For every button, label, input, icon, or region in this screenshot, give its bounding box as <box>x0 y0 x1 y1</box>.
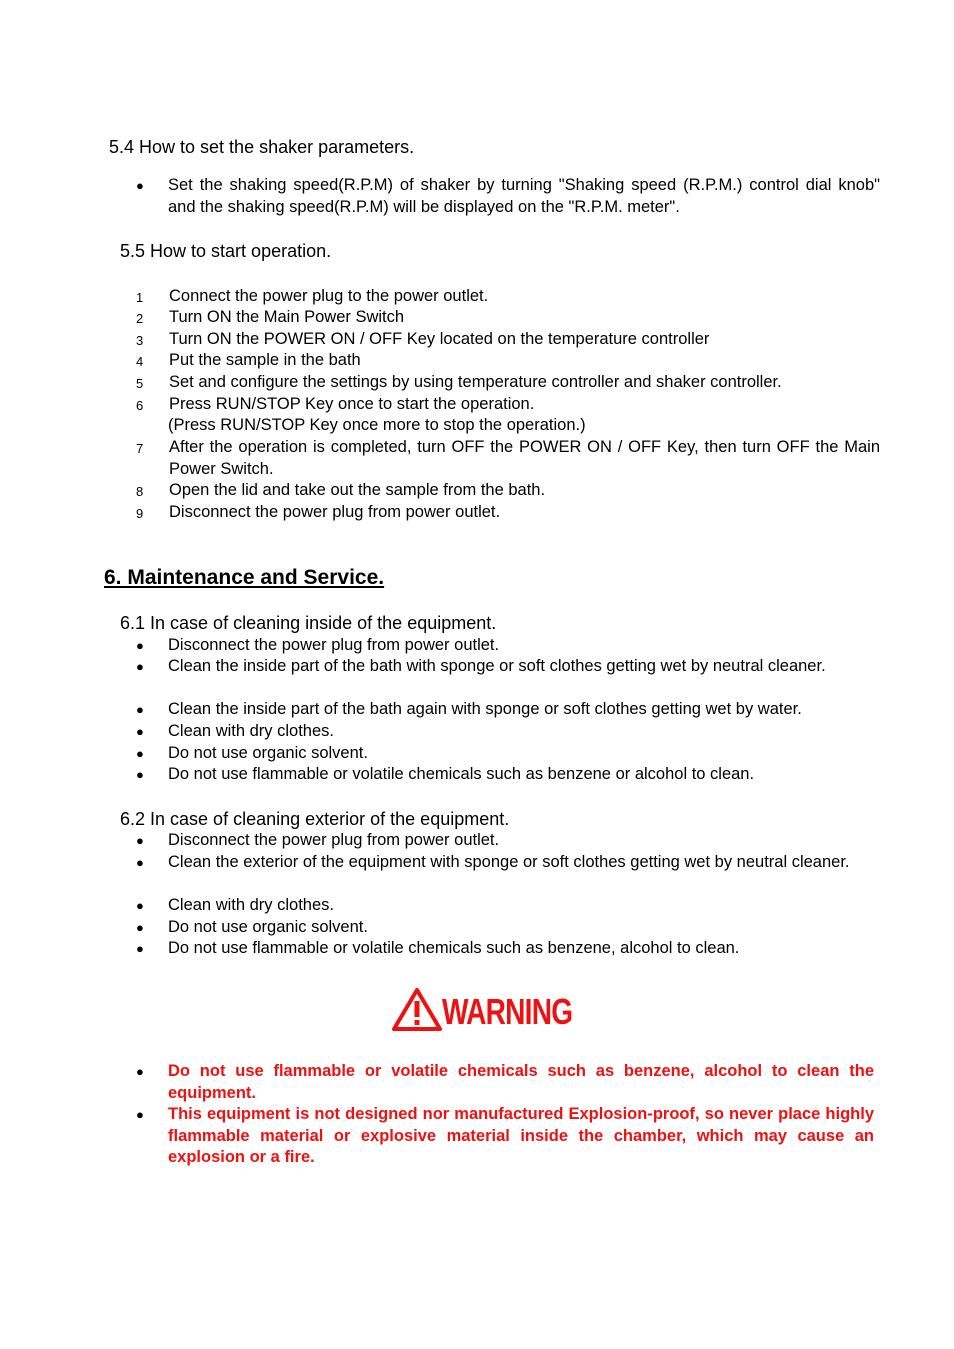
list-item <box>136 852 880 896</box>
section-6-heading: 6. Maintenance and Service. <box>104 566 385 589</box>
list-item-text: Clean the exterior of the equipment with sponge or soft clothes getting wet by neutral cleaner. <box>168 853 850 871</box>
step-text: After the operation is completed, turn OFF the POWER ON / OFF Key, then turn OFF the Main Power Switch. <box>169 438 880 478</box>
step-number: 9 <box>136 506 144 521</box>
list-item-text: Clean with dry clothes. <box>168 896 334 914</box>
bullet-icon: ● <box>136 178 144 193</box>
bullet-icon: ● <box>136 1064 144 1079</box>
step-number: 5 <box>136 376 144 391</box>
list-item-text: Do not use flammable or volatile chemicals such as benzene or alcohol to clean. <box>168 765 755 783</box>
bullet-icon: ● <box>136 659 144 674</box>
step-text: Press RUN/STOP Key once to start the operation. <box>169 395 535 413</box>
step-number: 8 <box>136 484 144 499</box>
warning-item <box>136 1104 874 1170</box>
bullet-icon: ● <box>136 724 144 739</box>
section-5-4-heading: 5.4 How to set the shaker parameters. <box>109 137 415 157</box>
warning-item <box>136 1061 874 1105</box>
step-row <box>136 437 880 481</box>
list-item-text: Disconnect the power plug from power outlet. <box>168 636 500 654</box>
step-number: 1 <box>136 290 144 305</box>
step-note: (Press RUN/STOP Key once more to stop the operation.) <box>168 416 586 434</box>
step-text: Turn ON the Main Power Switch <box>169 308 405 326</box>
warning-text: This equipment is not designed nor manufactured Explosion-proof, so never place highly flammable material or explosive material inside the chamber, which may cause an explosion or a fire. <box>168 1105 874 1166</box>
list-item <box>136 175 880 219</box>
bullet-icon: ● <box>136 1107 144 1122</box>
step-number: 7 <box>136 441 144 456</box>
step-text: Disconnect the power plug from power outlet. <box>169 503 501 521</box>
bullet-icon: ● <box>136 702 144 717</box>
step-number: 6 <box>136 398 144 413</box>
list-item-text: Clean the inside part of the bath with sponge or soft clothes getting wet by neutral cleaner. <box>168 657 826 675</box>
section-5-5-heading: 5.5 How to start operation. <box>120 241 332 261</box>
bullet-icon: ● <box>136 855 144 870</box>
bullet-icon: ● <box>136 920 144 935</box>
step-text: Set and configure the settings by using temperature controller and shaker controller. <box>169 373 782 391</box>
bullet-icon: ● <box>136 746 144 761</box>
step-text: Put the sample in the bath <box>169 351 361 369</box>
bullet-icon: ● <box>136 898 144 913</box>
list-item-text: Disconnect the power plug from power outlet. <box>168 831 500 849</box>
list-item-text: Clean the inside part of the bath again with sponge or soft clothes getting wet by water. <box>168 700 802 718</box>
warning-text: Do not use flammable or volatile chemicals such as benzene, alcohol to clean the equipment. <box>168 1062 874 1102</box>
step-number: 2 <box>136 311 144 326</box>
warning-label: WARNING <box>442 991 573 1032</box>
bullet-icon: ● <box>136 941 144 956</box>
list-item-text: Do not use organic solvent. <box>168 918 368 936</box>
step-number: 3 <box>136 333 144 348</box>
list-item-text: Set the shaking speed(R.P.M) of shaker by turning "Shaking speed (R.P.M.) control dial knob" and the shaking speed(R.P.M) will be displayed on the "R.P.M. meter". <box>168 176 880 216</box>
step-text: Open the lid and take out the sample from the bath. <box>169 481 546 499</box>
bullet-icon: ● <box>136 833 144 848</box>
list-item-text: Do not use organic solvent. <box>168 744 368 762</box>
section-6-2-heading: 6.2 In case of cleaning exterior of the equipment. <box>120 809 510 829</box>
warning-banner <box>392 986 582 1034</box>
bullet-icon: ● <box>136 767 144 782</box>
step-number: 4 <box>136 354 144 369</box>
list-item-text: Do not use flammable or volatile chemicals such as benzene, alcohol to clean. <box>168 939 740 957</box>
list-item <box>136 656 880 700</box>
bullet-icon: ● <box>136 638 144 653</box>
step-text: Turn ON the POWER ON / OFF Key located on the temperature controller <box>169 330 710 348</box>
step-text: Connect the power plug to the power outlet. <box>169 287 489 305</box>
section-6-1-heading: 6.1 In case of cleaning inside of the equipment. <box>120 613 497 633</box>
list-item-text: Clean with dry clothes. <box>168 722 334 740</box>
